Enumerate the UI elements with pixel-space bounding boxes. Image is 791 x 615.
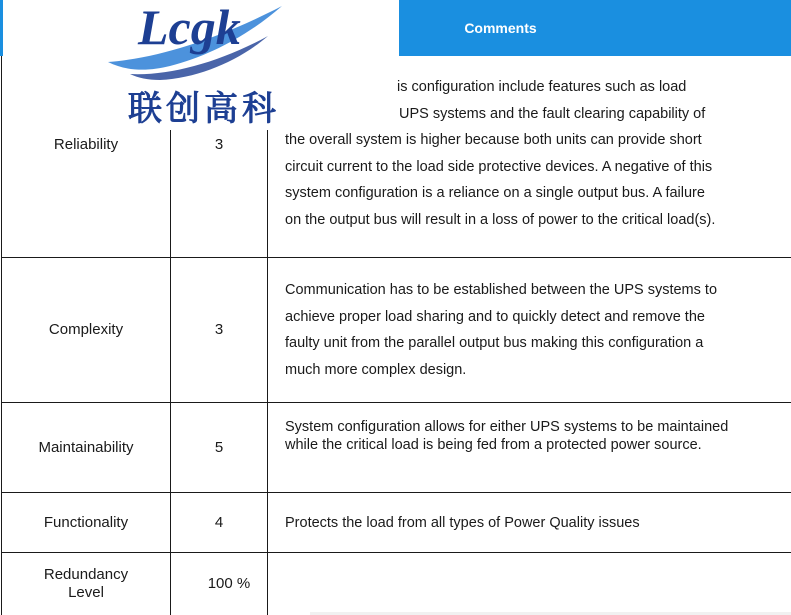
score-cell	[171, 403, 267, 492]
column-divider-2	[267, 56, 268, 615]
comment-line: Communication has to be established between the UPS systems to	[285, 282, 718, 298]
comment-line: System configuration allows for either UPS systems to be maintained	[285, 419, 729, 435]
score-cell	[171, 258, 267, 402]
score-value: 5	[214, 438, 224, 456]
criterion-label-line: Redundancy	[43, 566, 129, 583]
comment-line: the overall system is higher because both units can provide short	[285, 132, 702, 149]
comment-line: UPS systems and the fault clearing capability of	[399, 105, 706, 122]
criterion-label-line: Level	[68, 584, 104, 601]
score-cell	[171, 130, 267, 160]
criterion-cell	[2, 493, 170, 552]
comment-line: is configuration include features such as load	[397, 79, 687, 95]
score-value: 3	[214, 321, 224, 338]
criterion-label: Maintainability	[38, 438, 134, 456]
criterion-cell	[2, 258, 170, 402]
logo-chinese-text: 联创高科	[128, 89, 280, 129]
criterion-cell	[2, 403, 170, 492]
logo-wordmark: Lcgk	[138, 0, 241, 55]
comment-line: faulty unit from the parallel output bus making this configuration a	[285, 335, 704, 352]
criterion-cell	[2, 553, 170, 615]
comment-line: much more complex design.	[285, 361, 467, 378]
criterion-label: Functionality	[43, 513, 129, 531]
comment-line: achieve proper load sharing and to quickly detect and remove the	[285, 308, 705, 325]
comment-cell	[285, 419, 785, 454]
score-value: 100 %	[207, 575, 251, 592]
comment-line: on the output bus will result in a loss of power to the critical load(s).	[285, 211, 716, 228]
comment-line: while the critical load is being fed from a protected power source.	[285, 436, 702, 453]
criterion-label: Reliability	[53, 136, 119, 153]
company-logo	[100, 0, 300, 130]
comment-cell	[285, 277, 785, 383]
score-value: 4	[214, 513, 224, 531]
score-cell	[171, 493, 267, 552]
criterion-cell	[2, 130, 170, 160]
score-value: 3	[214, 136, 224, 153]
comments-header: Comments	[464, 20, 537, 36]
score-cell	[171, 553, 267, 615]
comment-cell	[285, 74, 785, 234]
comment-line: Protects the load from all types of Power Quality issues	[285, 515, 640, 531]
logo-graphic	[100, 0, 300, 130]
criterion-label: Complexity	[48, 321, 124, 338]
comment-line: circuit current to the load side protective devices. A negative of this	[285, 158, 713, 175]
comment-cell	[285, 514, 785, 532]
comment-line: system configuration is a reliance on a single output bus. A failure	[285, 185, 705, 202]
